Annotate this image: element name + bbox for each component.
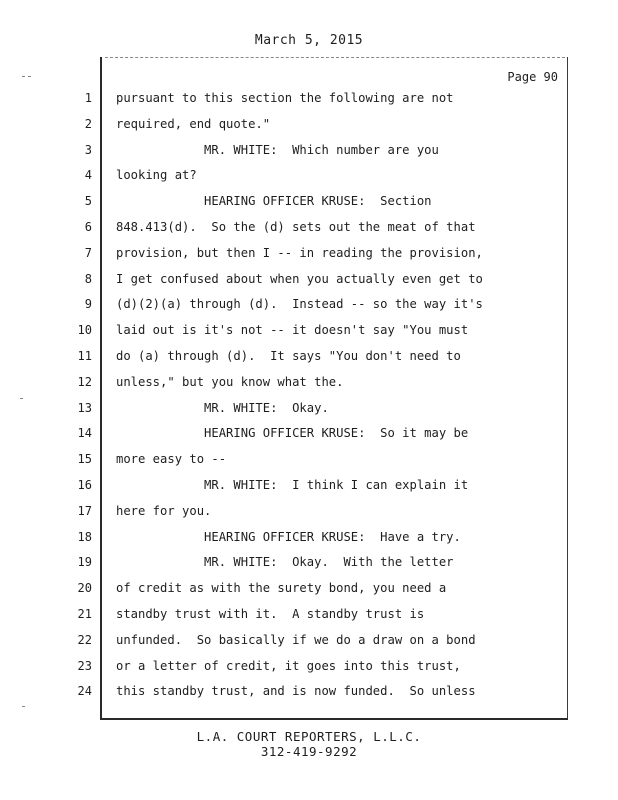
line-number: 20 — [77, 581, 92, 596]
line-number: 2 — [84, 116, 92, 131]
line-number: 5 — [84, 194, 92, 209]
scan-speck — [28, 76, 31, 77]
transcript-line: MR. WHITE: Which number are you — [116, 142, 439, 157]
transcript-line: this standby trust, and is now funded. So unless — [116, 684, 476, 699]
transcript-line: provision, but then I -- in reading the provision, — [116, 245, 483, 260]
line-number: 17 — [77, 503, 92, 518]
line-number: 21 — [77, 606, 92, 621]
transcript-line: standby trust with it. A standby trust is — [116, 606, 425, 621]
line-number: 8 — [84, 271, 92, 286]
line-number: 7 — [84, 245, 92, 260]
transcript-line: required, end quote." — [116, 116, 271, 131]
transcript-line: (d)(2)(a) through (d). Instead -- so the way it's — [116, 297, 483, 312]
transcript-line: MR. WHITE: Okay. — [116, 400, 329, 415]
court-reporter-phone: 312-419-9292 — [260, 744, 358, 759]
scan-speck — [20, 398, 23, 399]
line-number: 19 — [77, 555, 92, 570]
transcript-line: more easy to -- — [116, 452, 227, 467]
transcript-line: HEARING OFFICER KRUSE: So it may be — [116, 426, 469, 441]
line-number: 6 — [84, 219, 92, 234]
transcript-line: looking at? — [116, 168, 197, 183]
line-number-column — [60, 86, 92, 705]
line-number: 16 — [77, 477, 92, 492]
line-number: 12 — [77, 374, 92, 389]
line-number: 14 — [77, 426, 92, 441]
line-number: 9 — [84, 297, 92, 312]
line-number: 11 — [77, 348, 92, 363]
transcript-line: of credit as with the surety bond, you need a — [116, 581, 447, 596]
transcript-line: or a letter of credit, it goes into this trust, — [116, 658, 461, 673]
transcript-line: do (a) through (d). It says "You don't need to — [116, 348, 461, 363]
transcript-line: here for you. — [116, 503, 212, 518]
transcript-line: pursuant to this section the following are not — [116, 91, 454, 105]
line-number: 3 — [84, 142, 92, 157]
transcript-line: 848.413(d). So the (d) sets out the meat of that — [116, 219, 476, 234]
line-number: 15 — [77, 452, 92, 467]
transcript-line: unless," but you know what the. — [116, 374, 344, 389]
reporter-footer — [0, 729, 618, 759]
line-number: 10 — [77, 323, 92, 338]
line-number: 23 — [77, 658, 92, 673]
transcript-line: MR. WHITE: I think I can explain it — [116, 477, 469, 492]
transcript-line: I get confused about when you actually even get to — [116, 271, 483, 286]
transcript-date: March 5, 2015 — [254, 33, 364, 48]
transcript-line: HEARING OFFICER KRUSE: Section — [116, 194, 432, 209]
transcript-text-column — [116, 86, 556, 705]
line-number: 13 — [77, 400, 92, 415]
transcript-line: unfunded. So basically if we do a draw on a bond — [116, 632, 476, 647]
line-number: 18 — [77, 529, 92, 544]
transcript-line: laid out is it's not -- it doesn't say "You must — [116, 323, 469, 338]
line-number: 1 — [84, 91, 92, 105]
transcript-line: HEARING OFFICER KRUSE: Have a try. — [116, 529, 461, 544]
line-number: 4 — [84, 168, 92, 183]
line-number: 22 — [77, 632, 92, 647]
scan-speck — [22, 76, 25, 77]
scan-speck — [22, 706, 25, 707]
line-number: 24 — [77, 684, 92, 699]
court-reporter-name: L.A. COURT REPORTERS, L.L.C. — [196, 729, 422, 744]
page-number: Page 90 — [507, 70, 558, 84]
transcript-line: MR. WHITE: Okay. With the letter — [116, 555, 454, 570]
